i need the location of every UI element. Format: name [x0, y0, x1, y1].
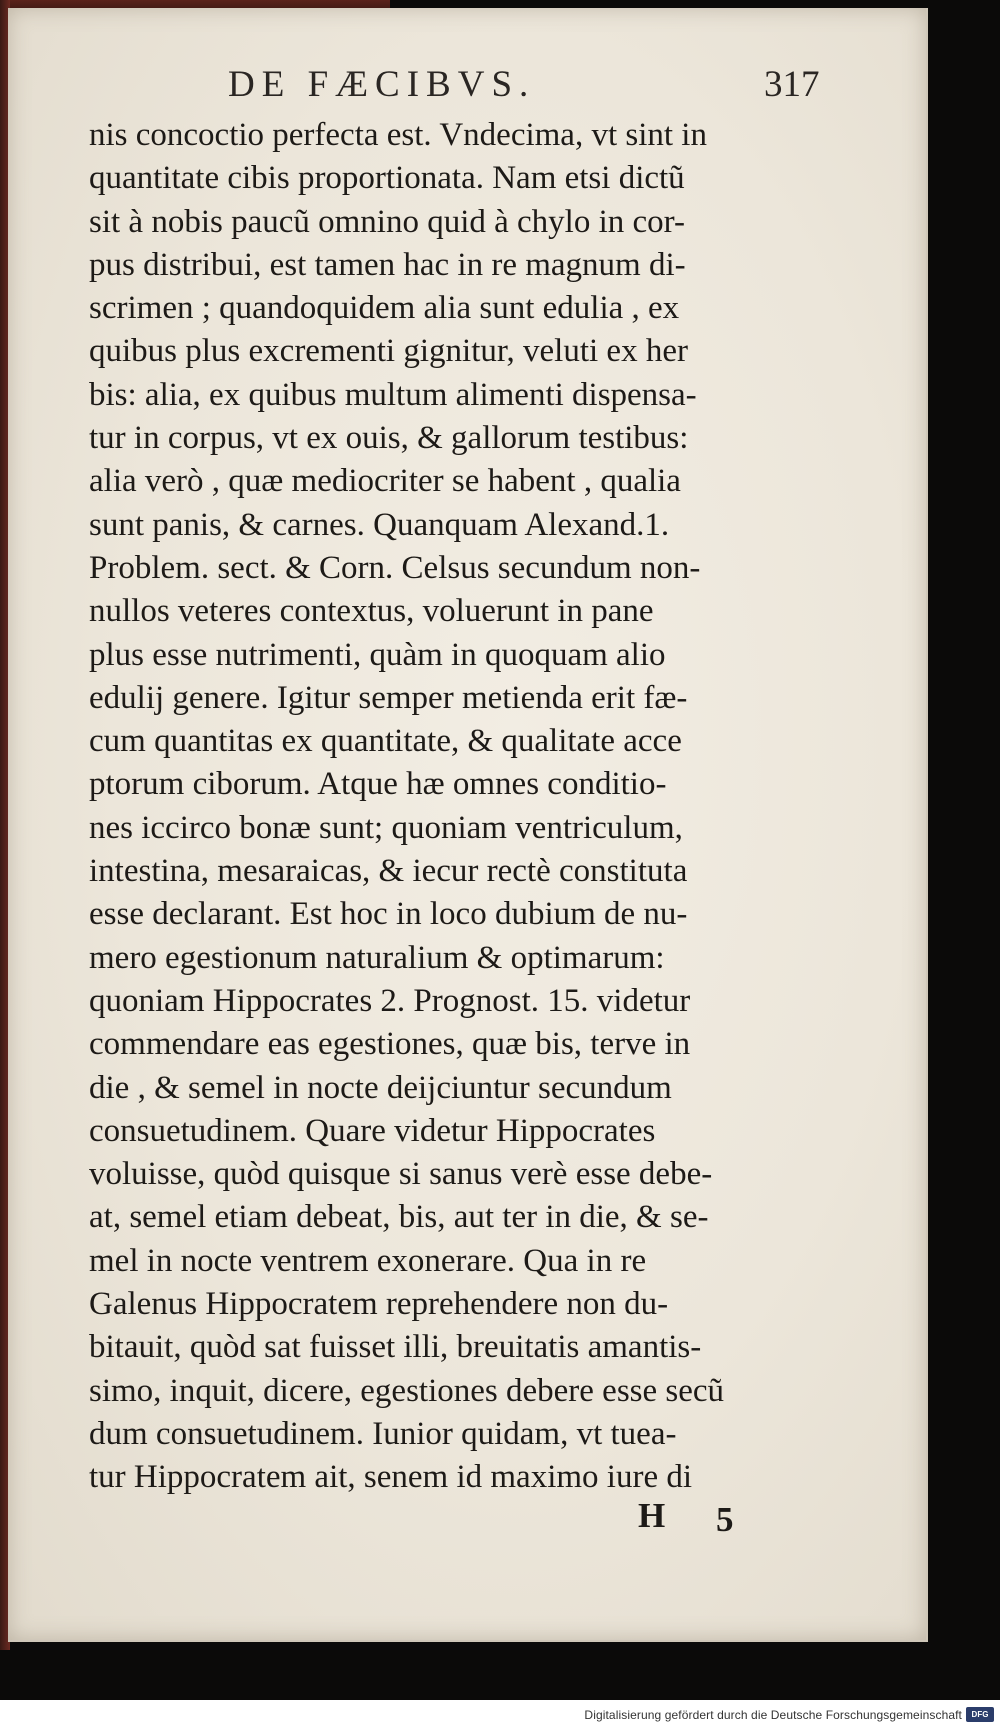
text-line: mero egestionum naturalium & optimarum: — [89, 939, 665, 976]
text-line: cum quantitas ex quantitate, & qualitate acce — [89, 723, 682, 760]
text-line: die , & semel in nocte deijciuntur secundum — [89, 1069, 672, 1106]
text-line: simo, inquit, dicere, egestiones debere esse secũ — [89, 1372, 725, 1409]
text-line: Problem. sect. & Corn. Celsus secundum non- — [89, 549, 701, 586]
text-line: pus distribui, est tamen hac in re magnum di- — [89, 246, 686, 283]
book-page — [8, 8, 928, 1642]
body-text — [89, 114, 859, 1500]
text-line: nes iccirco bonæ sunt; quoniam ventriculum, — [89, 809, 683, 846]
text-line: quoniam Hippocrates 2. Prognost. 15. videtur — [89, 982, 691, 1019]
signature-letter: H — [638, 1496, 666, 1535]
text-line: mel in nocte ventrem exonerare. Qua in re — [89, 1242, 647, 1279]
digitization-footer — [0, 1700, 1000, 1730]
text-line: quantitate cibis proportionata. Nam etsi dictũ — [89, 160, 685, 197]
signature-mark — [8, 1496, 926, 1541]
text-line: scrimen ; quandoquidem alia sunt edulia , ex — [89, 290, 680, 327]
text-line: bitauit, quòd sat fuisset illi, breuitatis amantis- — [89, 1329, 702, 1366]
page-header — [8, 63, 926, 113]
text-line: tur in corpus, vt ex ouis, & gallorum testibus: — [89, 420, 689, 457]
funding-notice: Digitalisierung gefördert durch die Deutsche Forschungsgemeinschaft — [584, 1708, 962, 1722]
text-line: sit à nobis paucũ omnino quid à chylo in cor- — [89, 203, 685, 240]
running-title: DE FÆCIBVS. — [228, 64, 536, 105]
text-line: sunt panis, & carnes. Quanquam Alexand.1. — [89, 506, 670, 543]
text-line: tur Hippocratem ait, senem id maximo iure di — [89, 1459, 693, 1496]
text-line: bis: alia, ex quibus multum alimenti dispensa- — [89, 376, 697, 413]
text-line: ptorum ciborum. Atque hæ omnes conditio- — [89, 766, 667, 803]
text-line: esse declarant. Est hoc in loco dubium de nu- — [89, 896, 688, 933]
text-line: nis concoctio perfecta est. Vndecima, vt sint in — [89, 117, 707, 153]
text-line: intestina, mesaraicas, & iecur rectè constituta — [89, 853, 688, 890]
text-line: voluisse, quòd quisque si sanus verè esse debe- — [89, 1156, 713, 1193]
text-line: alia verò , quæ mediocriter se habent , qualia — [89, 463, 681, 500]
text-line: nullos veteres contextus, voluerunt in pane — [89, 593, 654, 630]
dfg-logo-icon: DFG — [966, 1707, 994, 1722]
text-line: edulij genere. Igitur semper metienda erit fæ- — [89, 679, 688, 716]
text-line: Galenus Hippocratem reprehendere non du- — [89, 1286, 669, 1323]
text-line: quibus plus excrementi gignitur, veluti ex her — [89, 333, 688, 370]
page-number: 317 — [764, 64, 820, 105]
signature-number: 5 — [716, 1500, 734, 1539]
text-line: commendare eas egestiones, quæ bis, terve in — [89, 1026, 691, 1063]
text-line: plus esse nutrimenti, quàm in quoquam alio — [89, 636, 666, 673]
text-line: at, semel etiam debeat, bis, aut ter in die, & se- — [89, 1199, 709, 1236]
text-line: consuetudinem. Quare videtur Hippocrates — [89, 1112, 656, 1149]
text-line: dum consuetudinem. Iunior quidam, vt tuea- — [89, 1415, 677, 1452]
